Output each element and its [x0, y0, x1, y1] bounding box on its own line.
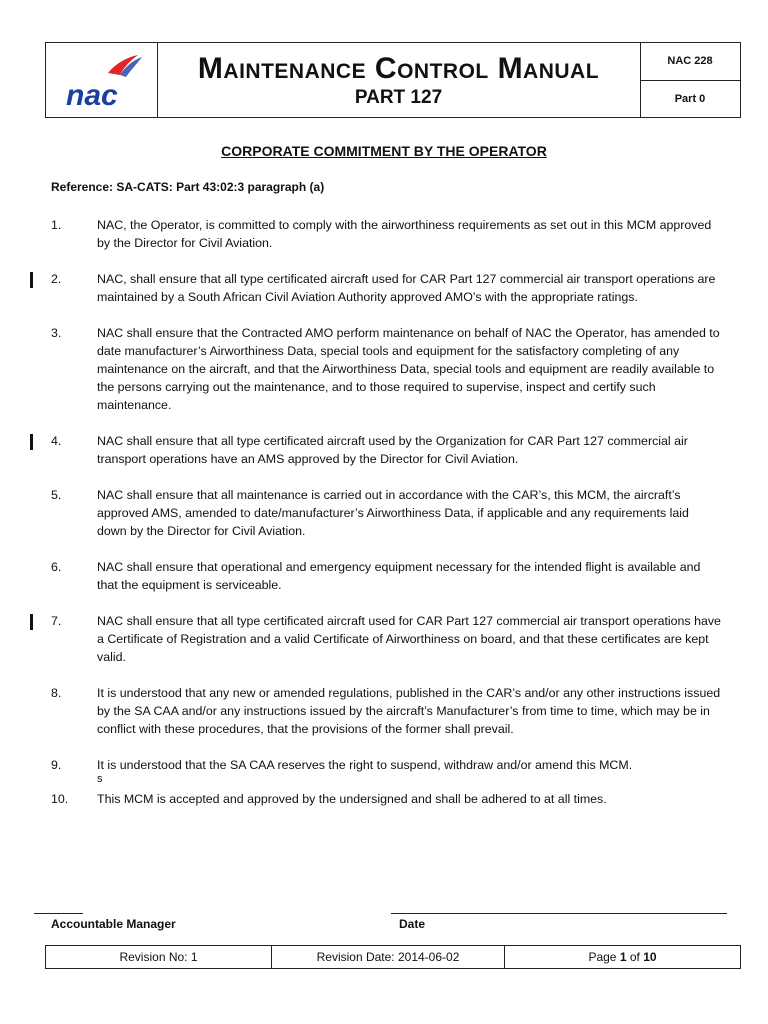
item-text: NAC, the Operator, is committed to comply with the airworthiness requirements as set out in this MCM approved by the Director for Civil Aviation. — [97, 218, 712, 250]
list-item — [51, 270, 721, 306]
list-item — [51, 432, 721, 468]
item-number: 7. — [51, 614, 62, 628]
item-number: 2. — [51, 272, 62, 286]
item-text: It is understood that any new or amended regulations, published in the CAR’s and/or any other instructions issued by the SA CAA and/or any instructions issued by the aircraft’s Manufacturer’s from time to time, which may be in conflict with these procedures, that the provisions of the former shall prevail. — [97, 686, 721, 736]
nac-logo-icon — [46, 43, 157, 117]
logo-cell — [46, 43, 158, 117]
item-number: 1. — [51, 218, 62, 232]
item-text: NAC, shall ensure that all type certificated aircraft used for CAR Part 127 commercial air transport operations are maintained by a South African Civil Aviation Authority approved AMO’s with the appropriate ratings. — [97, 272, 716, 304]
item-text: NAC shall ensure that the Contracted AMO perform maintenance on behalf of NAC the Operator, has amended to date manufacturer’s Airworthiness Data, special tools and equipment for the satisfactory completing of any maintenance on the aircraft, and that the Airworthiness Data, special tools and equipment are readily available to the persons carrying out the maintenance, and to those required to supervise, inspect and certify such maintenance. — [97, 326, 720, 412]
item-number: 3. — [51, 326, 62, 340]
reference-line: Reference: SA-CATS: Part 43:02:3 paragraph (a) — [51, 180, 325, 194]
list-item — [51, 790, 721, 808]
item-number: 4. — [51, 434, 62, 448]
item-number: 10. — [51, 792, 69, 806]
logo-text: nac — [66, 79, 118, 112]
item-number: 9. — [51, 758, 62, 772]
page-prefix: Page — [588, 950, 620, 964]
list-item — [51, 558, 721, 594]
revision-change-bar — [30, 272, 33, 288]
revision-change-bar — [30, 614, 33, 630]
page-total: 10 — [643, 950, 657, 964]
date-label: Date — [399, 917, 426, 931]
item-text: NAC shall ensure that all type certificated aircraft used for CAR Part 127 commercial air transport operations have a Certificate of Registration and a valid Certificate of Airworthiness on board, and that these certificates are kept valid. — [97, 614, 721, 664]
manual-title: Maintenance Control Manual — [197, 52, 600, 85]
list-item — [51, 612, 721, 666]
page-indicator — [505, 946, 740, 968]
doc-code: NAC 228 — [640, 43, 740, 81]
section-title: CORPORATE COMMITMENT BY THE OPERATOR — [221, 143, 547, 159]
title-cell — [157, 43, 641, 117]
item-text: It is understood that the SA CAA reserves the right to suspend, withdraw and/or amend this MCM. — [97, 758, 633, 772]
item-text: NAC shall ensure that all maintenance is carried out in accordance with the CAR’s, this MCM, the aircraft’s approved AMS, amended to date/manufacturer’s Airworthiness Data, if applicable and any requirements laid down by the Director for Civil Aviation. — [97, 488, 689, 538]
item-text: NAC shall ensure that all type certificated aircraft used by the Organization for CAR Part 127 commercial air transport operations have an AMS approved by the Director for Civil Aviation. — [97, 434, 688, 466]
page-of: of — [626, 950, 644, 964]
signature-line-manager — [34, 913, 83, 914]
manual-subtitle: PART 127 — [354, 87, 443, 108]
list-item — [51, 684, 721, 738]
item-number: 6. — [51, 560, 62, 574]
item-text: This MCM is accepted and approved by the undersigned and shall be adhered to at all times. — [97, 792, 607, 806]
doc-part: Part 0 — [674, 93, 706, 105]
revision-date: Revision Date: 2014-06-02 — [272, 946, 505, 968]
revision-number: Revision No: 1 — [46, 946, 272, 968]
signature-line-date — [391, 913, 727, 914]
accountable-manager-label: Accountable Manager — [51, 917, 176, 931]
item-number: 8. — [51, 686, 62, 700]
item-number: 5. — [51, 488, 62, 502]
list-item — [51, 324, 721, 414]
document-header — [45, 42, 741, 118]
stray-character: s — [97, 773, 103, 785]
revision-change-bar — [30, 434, 33, 450]
item-text: NAC shall ensure that operational and emergency equipment necessary for the intended flight is available and that the equipment is serviceable. — [97, 560, 701, 592]
commitment-list — [51, 216, 721, 826]
list-item — [51, 216, 721, 252]
list-item — [51, 486, 721, 540]
list-item — [51, 756, 721, 774]
page-current: 1 — [619, 950, 627, 964]
document-footer — [45, 945, 741, 969]
